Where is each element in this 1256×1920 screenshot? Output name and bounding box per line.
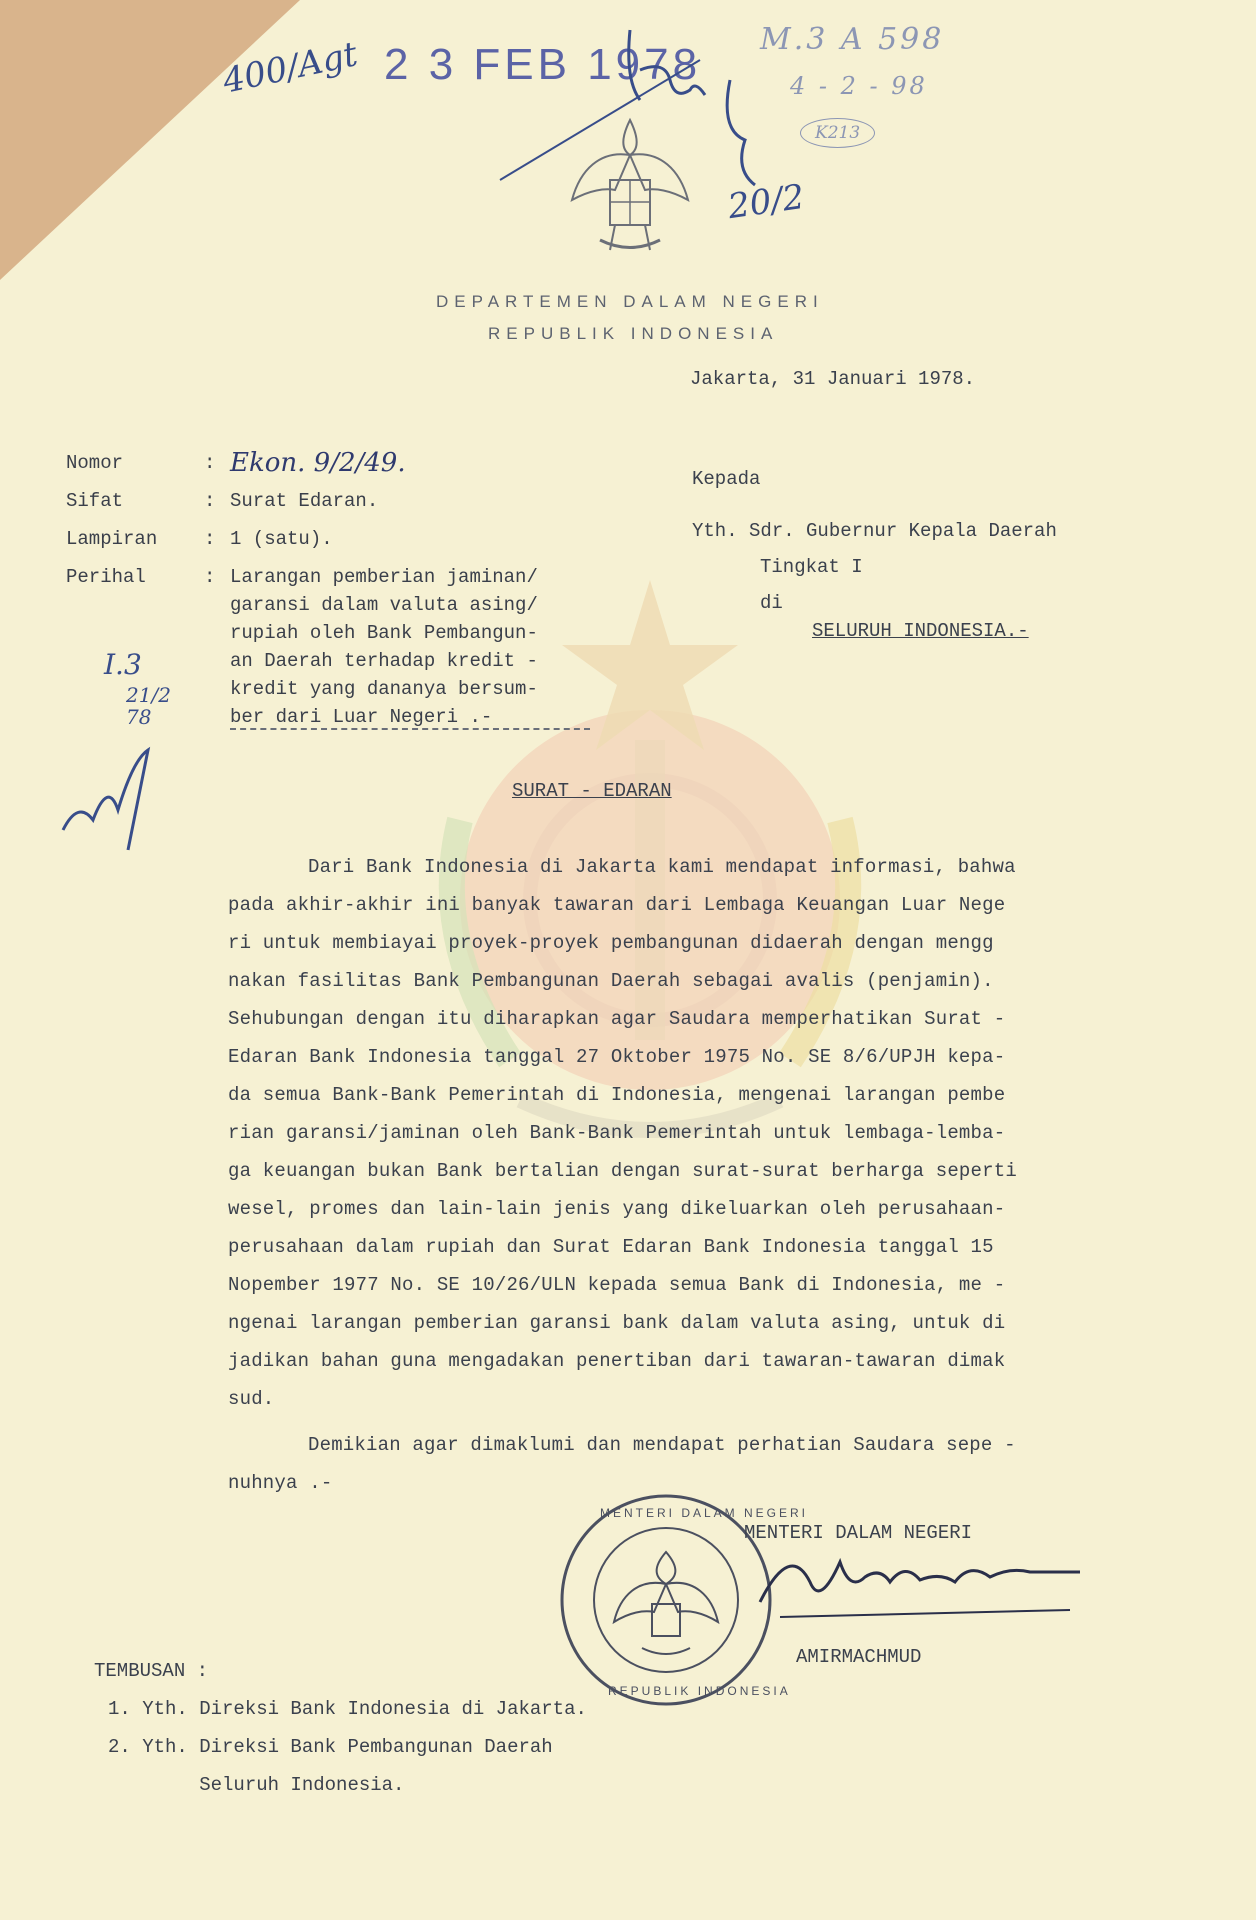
perihal-line-2: garansi dalam valuta asing/ — [230, 594, 538, 616]
body-line: perusahaan dalam rupiah dan Surat Edaran Bank Indonesia tanggal 15 — [228, 1236, 994, 1258]
republic-heading: REPUBLIK INDONESIA — [488, 324, 779, 343]
value-nomor: Ekon. 9/2/49. — [230, 448, 406, 478]
pencil-reference: M.3 A 598 — [760, 22, 945, 57]
seal-bottom-text: REPUBLIK INDONESIA — [608, 1684, 791, 1698]
label-nomor: Nomor — [66, 452, 124, 474]
received-date-stamp: 2 3 FEB 1978 — [384, 40, 702, 89]
body-line: pada akhir-akhir ini banyak tawaran dari Lembaga Keuangan Luar Nege — [228, 894, 1006, 916]
body-line: sud. — [228, 1388, 275, 1410]
place-date: Jakarta, 31 Januari 1978. — [690, 368, 976, 390]
pencil-date: 4 - 2 - 98 — [790, 72, 928, 100]
value-perihal: Larangan pemberian jaminan/ — [230, 566, 538, 588]
label-sifat: Sifat — [66, 490, 124, 512]
perihal-line-4: an Daerah terhadap kredit - — [230, 650, 538, 672]
sep-perihal: : — [204, 566, 216, 588]
perihal-line-6: ber dari Luar Negeri .- — [230, 706, 493, 728]
tembusan-label: TEMBUSAN : — [94, 1660, 209, 1682]
body-line: rian garansi/jaminan oleh Bank-Bank Pemerintah untuk lembaga-lemba- — [228, 1122, 1006, 1144]
sep-sifat: : — [204, 490, 216, 512]
recipient-line-1: Yth. Sdr. Gubernur Kepala Daerah — [692, 520, 1057, 542]
body-line: ngenai larangan pemberian garansi bank dalam valuta asing, untuk di — [228, 1312, 1006, 1334]
ministry-seal-icon — [558, 1492, 774, 1708]
perihal-line-5: kredit yang dananya bersum- — [230, 678, 538, 700]
recipient-line-3: di — [760, 592, 783, 614]
tembusan-item: Seluruh Indonesia. — [108, 1774, 405, 1796]
recipient-line-4: SELURUH INDONESIA.- — [812, 620, 1029, 642]
body-line: Edaran Bank Indonesia tanggal 27 Oktober 1975 No. SE 8/6/UPJH kepa- — [228, 1046, 1006, 1068]
label-lampiran: Lampiran — [66, 528, 158, 550]
body-line: nakan fasilitas Bank Pembangunan Daerah sebagai avalis (penjamin). — [228, 970, 994, 992]
label-perihal: Perihal — [66, 566, 146, 588]
body-line: ri untuk membiayai proyek-proyek pembangunan didaerah dengan mengg — [228, 932, 994, 954]
margin-date: 21/2 78 — [126, 683, 171, 729]
closing-line: nuhnya .- — [228, 1472, 333, 1494]
perihal-line-3: rupiah oleh Bank Pembangun- — [230, 622, 538, 644]
body-line: da semua Bank-Bank Pemerintah di Indonesia, mengenai larangan pembe — [228, 1084, 1006, 1106]
closing-line: Demikian agar dimaklumi dan mendapat perhatian Saudara sepe - — [308, 1434, 1016, 1456]
body-line: Sehubungan dengan itu diharapkan agar Saudara memperhatikan Surat - — [228, 1008, 1006, 1030]
initials-handwriting: 20/2 — [725, 176, 807, 228]
body-line: Dari Bank Indonesia di Jakarta kami mendapat informasi, bahwa — [308, 856, 1016, 878]
body-line: wesel, promes dan lain-lain jenis yang dikeluarkan oleh perusahaan- — [228, 1198, 1006, 1220]
document-title: SURAT - EDARAN — [512, 780, 672, 802]
tembusan-item: 1. Yth. Direksi Bank Indonesia di Jakarta. — [108, 1698, 587, 1720]
seal-top-text: MENTERI DALAM NEGERI — [600, 1506, 809, 1520]
value-sifat: Surat Edaran. — [230, 490, 379, 512]
margin-paraf-icon — [58, 740, 178, 860]
signature-icon — [750, 1522, 1090, 1622]
tembusan-item: 2. Yth. Direksi Bank Pembangunan Daerah — [108, 1736, 553, 1758]
department-heading: DEPARTEMEN DALAM NEGERI — [436, 292, 824, 311]
sep-lampiran: : — [204, 528, 216, 550]
body-line: ga keuangan bukan Bank bertalian dengan surat-surat berharga seperti — [228, 1160, 1017, 1182]
sep-nomor: : — [204, 452, 216, 474]
recipient-line-2: Tingkat I — [760, 556, 863, 578]
signatory-title: MENTERI DALAM NEGERI — [744, 1522, 973, 1544]
disposition-scribble-icon — [490, 20, 790, 200]
circled-code: K213 — [800, 118, 875, 148]
folded-corner — [0, 0, 300, 280]
recipient-kepada: Kepada — [692, 468, 761, 490]
signatory-name: AMIRMACHMUD — [796, 1646, 922, 1668]
perihal-rule — [230, 728, 590, 730]
received-number-handwriting: 400/Agt — [219, 34, 362, 102]
body-line: Nopember 1977 No. SE 10/26/ULN kepada semua Bank di Indonesia, me - — [228, 1274, 1006, 1296]
margin-note: I.3 — [104, 648, 142, 681]
body-line: jadikan bahan guna mengadakan penertiban dari tawaran-tawaran dimak — [228, 1350, 1006, 1372]
value-lampiran: 1 (satu). — [230, 528, 333, 550]
